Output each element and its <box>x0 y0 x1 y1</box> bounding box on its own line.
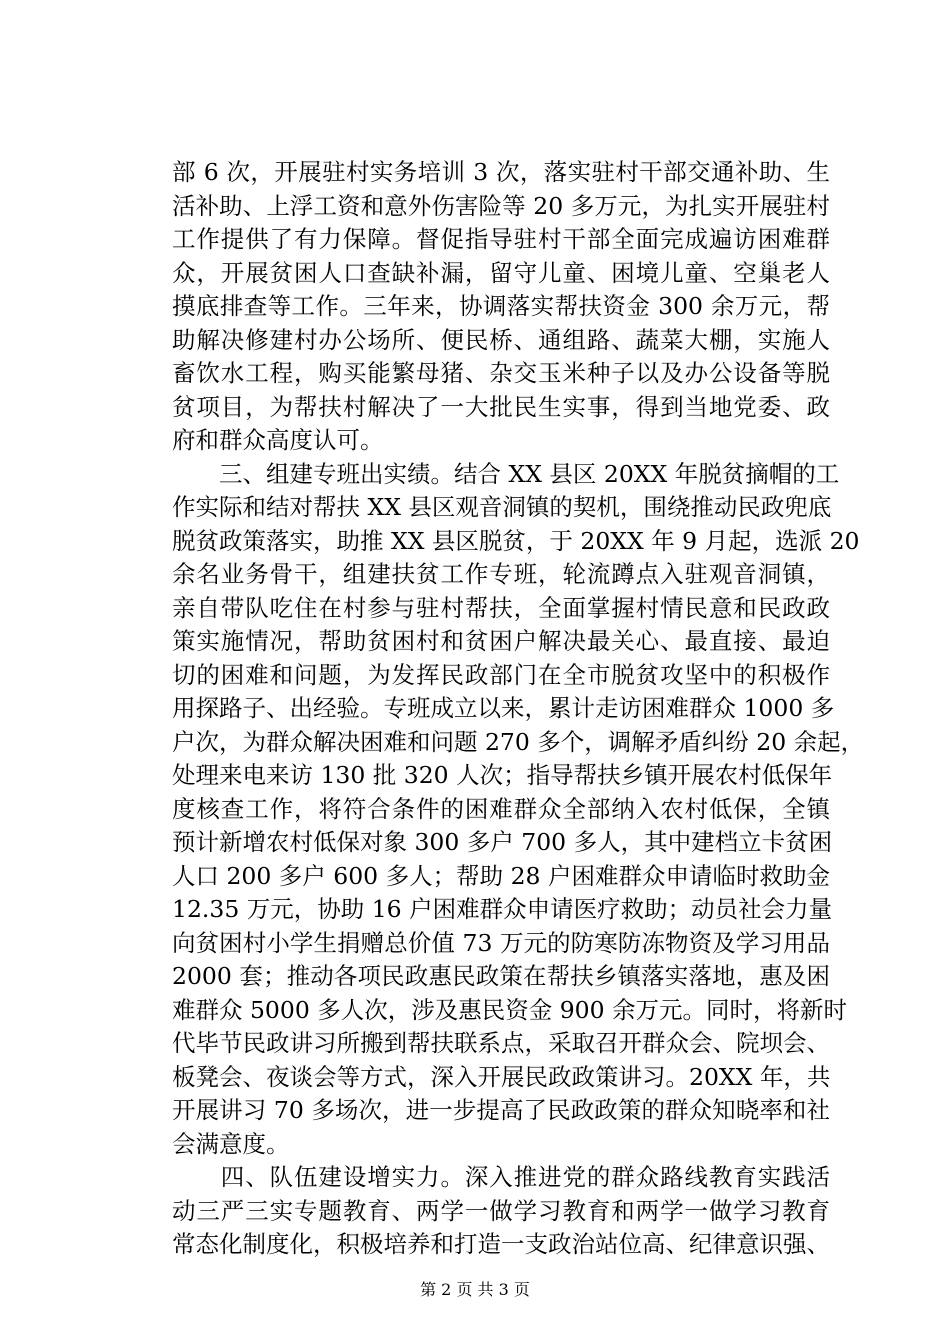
text-line: 助解决修建村办公场所、便民桥、通组路、蔬菜大棚，实施人 <box>172 325 830 354</box>
text-line: 余名业务骨干，组建扶贫工作专班，轮流蹲点入驻观音洞镇， <box>172 560 830 588</box>
text-line: 活补助、上浮工资和意外伤害险等 20 多万元，为扎实开展驻村 <box>172 191 830 220</box>
text-line: 策实施情况，帮助贫困村和贫困户解决最关心、最直接、最迫 <box>172 627 830 655</box>
text-line: 人口 200 多户 600 多人；帮助 28 户困难群众申请临时救助金 <box>172 861 830 890</box>
text-line: 开展讲习 70 多场次，进一步提高了民政政策的群众知晓率和社 <box>172 1096 830 1124</box>
text-line: 户次，为群众解决困难和问题 270 多个，调解矛盾纠纷 20 余起， <box>172 727 865 756</box>
text-line: 代毕节民政讲习所搬到帮扶联系点，采取召开群众会、院坝会、 <box>172 1029 830 1057</box>
text-line: 切的困难和问题，为发挥民政部门在全市脱贫攻坚中的积极作 <box>172 660 830 689</box>
text-line: 摸底排查等工作。三年来，协调落实帮扶资金 300 余万元，帮 <box>172 292 830 320</box>
document-body <box>172 156 865 1262</box>
page-number-footer: 第 2 页 共 3 页 <box>420 1280 530 1299</box>
text-line: 会满意度。 <box>172 1129 290 1158</box>
text-line: 常态化制度化，积极培养和打造一支政治站位高、纪律意识强、 <box>172 1230 830 1258</box>
text-line: 众，开展贫困人口查缺补漏，留守儿童、困境儿童、空巢老人 <box>172 258 830 287</box>
text-line: 部 6 次，开展驻村实务培训 3 次，落实驻村干部交通补助、生 <box>172 158 830 186</box>
text-line: 12.35 万元，协助 16 户困难群众申请医疗救助；动员社会力量 <box>172 895 833 923</box>
text-line: 工作提供了有力保障。督促指导驻村干部全面完成遍访困难群 <box>172 225 830 253</box>
text-line: 2000 套；推动各项民政惠民政策在帮扶乡镇落实落地，惠及困 <box>172 962 830 990</box>
text-line: 动三严三实专题教育、两学一做学习教育和两学一做学习教育 <box>172 1196 830 1225</box>
text-line: 亲自带队吃住在村参与驻村帮扶，全面掌握村情民意和民政政 <box>172 593 830 622</box>
text-line: 度核查工作，将符合条件的困难群众全部纳入农村低保，全镇 <box>172 794 830 823</box>
text-line: 预计新增农村低保对象 300 多户 700 多人，其中建档立卡贫困 <box>172 828 833 856</box>
text-line: 府和群众高度认可。 <box>172 426 384 454</box>
text-line: 脱贫政策落实，助推 XX 县区脱贫，于 20XX 年 9 月起，选派 20 <box>172 526 860 555</box>
text-line: 作实际和结对帮扶 XX 县区观音洞镇的契机，围绕推动民政兜底 <box>172 493 832 521</box>
section-heading-line: 三、组建专班出实绩。结合 XX 县区 20XX 年脱贫摘帽的工 <box>172 459 840 488</box>
section-heading-line: 四、队伍建设增实力。深入推进党的群众路线教育实践活 <box>172 1163 830 1191</box>
text-line: 难群众 5000 多人次，涉及惠民资金 900 余万元。同时，将新时 <box>172 995 848 1024</box>
text-line: 处理来电来访 130 批 320 人次；指导帮扶乡镇开展农村低保年 <box>172 761 833 789</box>
text-line: 畜饮水工程，购买能繁母猪、杂交玉米种子以及办公设备等脱 <box>172 359 830 387</box>
text-line: 板凳会、夜谈会等方式，深入开展民政政策讲习。20XX 年，共 <box>172 1062 831 1091</box>
text-line: 用探路子、出经验。专班成立以来，累计走访困难群众 1000 多 <box>172 694 835 722</box>
text-line: 贫项目，为帮扶村解决了一大批民生实事，得到当地党委、政 <box>172 392 830 421</box>
text-line: 向贫困村小学生捐赠总价值 73 万元的防寒防冻物资及学习用品 <box>172 928 830 957</box>
